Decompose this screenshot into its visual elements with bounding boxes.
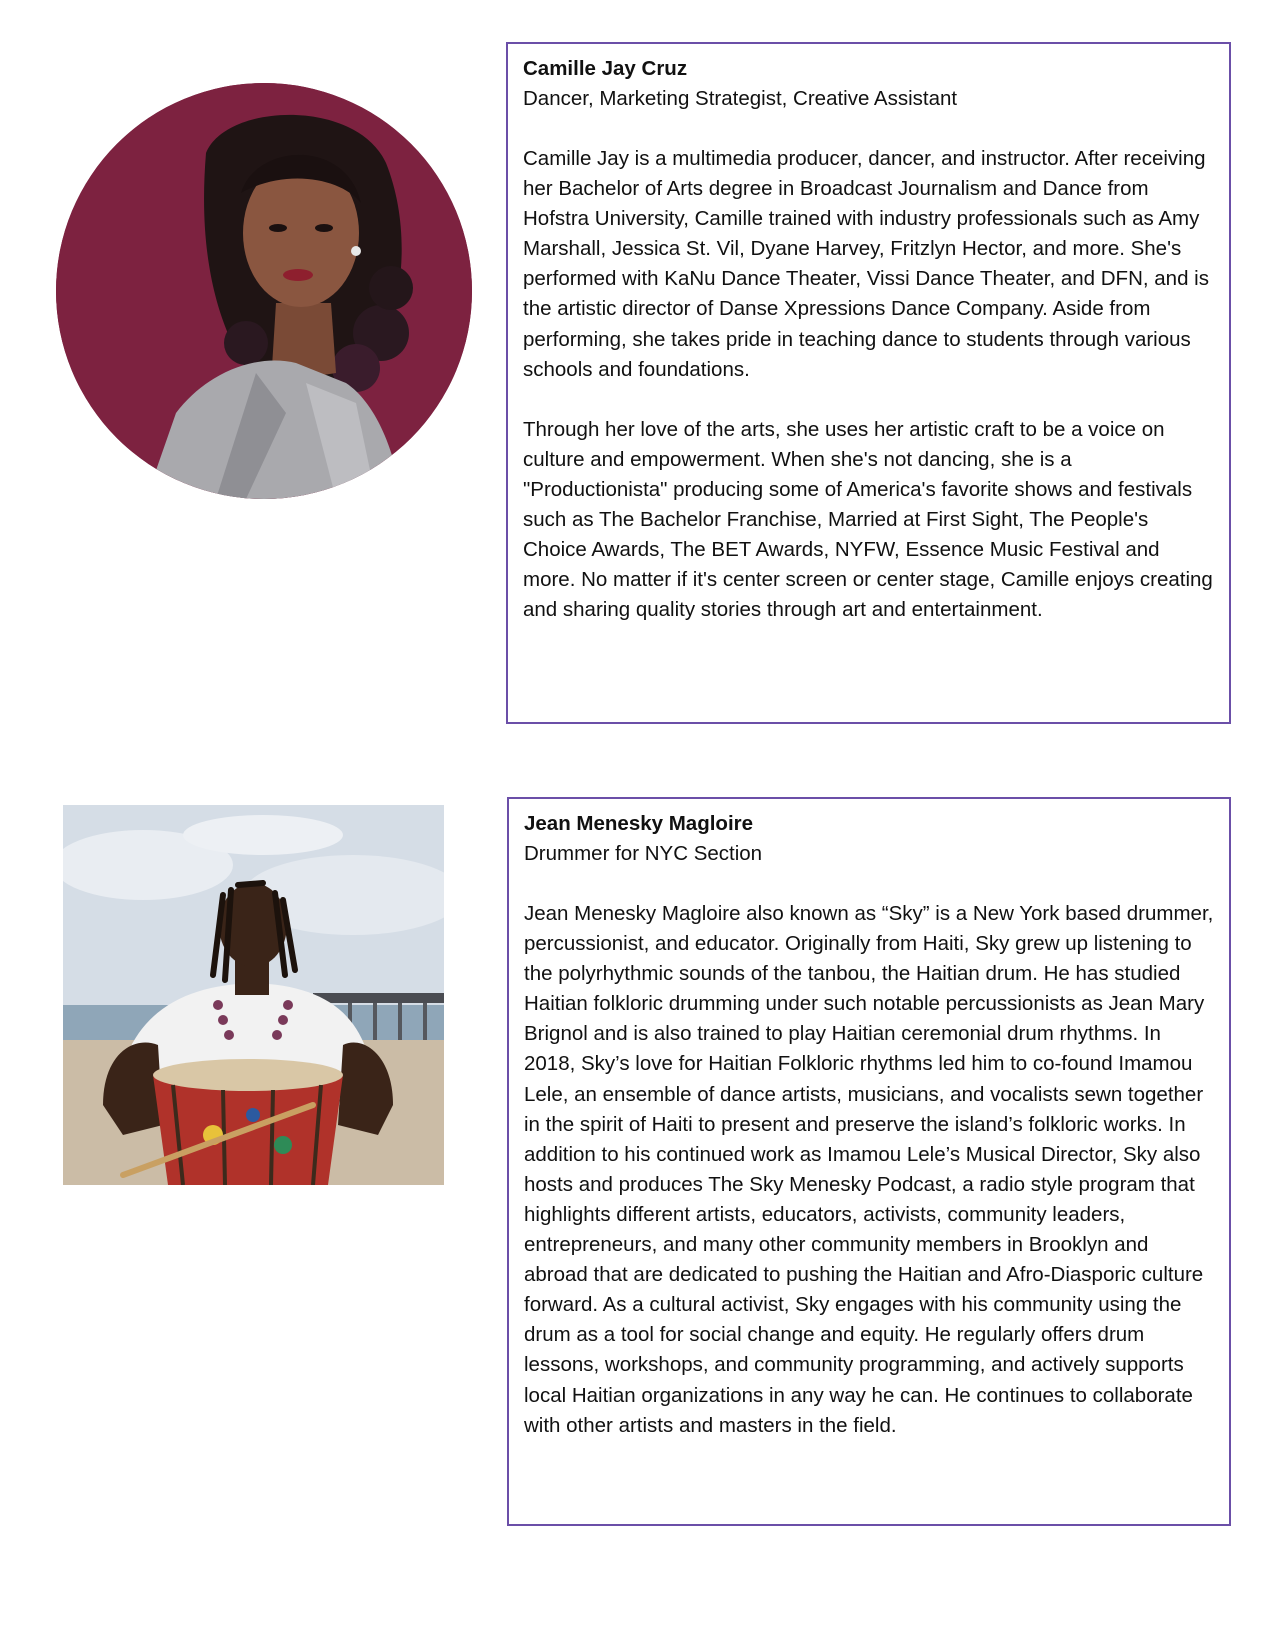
- bio-box-jean-menesky-magloire: [507, 797, 1231, 1526]
- bio-paragraph: Through her love of the arts, she uses her artistic craft to be a voice on culture and empowerment. When she's not dancing, she is a "Productionista" producing some of America's favorite shows and festivals such as The Bachelor Franchise, Married at First Sight, The People's Choice Awards, The BET Awards, NYFW, Essence Music Festival and more. No matter if it's center screen or center stage, Camille enjoys creating and sharing quality stories through art and entertainment.: [523, 417, 1213, 622]
- portrait-camille-jay-cruz: [56, 83, 472, 499]
- bio-paragraph: Camille Jay is a multimedia producer, dancer, and instructor. After receiving her Bachelor of Arts degree in Broadcast Journalism and Dance from Hofstra University, Camille trained with industry professionals such as Amy Marshall, Jessica St. Vil, Dyane Harvey, Fritzlyn Hector, and more. She's performed with KaNu Dance Theater, Vissi Dance Theater, and DFN, and is the artistic director of Danse Xpressions Dance Company. Aside from performing, she takes pride in teaching dance to students through various schools and foundations.: [523, 147, 1209, 381]
- profile-role: Dancer, Marketing Strategist, Creative Assistant: [523, 87, 958, 110]
- profile-name: Jean Menesky Magloire: [524, 812, 754, 835]
- portrait-jean-menesky-magloire: [63, 805, 444, 1185]
- profile-name: Camille Jay Cruz: [523, 57, 688, 80]
- bio-paragraph: Jean Menesky Magloire also known as “Sky” is a New York based drummer, percussionist, and educator. Originally from Haiti, Sky grew up listening to the polyrhythmic sounds of the tanbou, the Haitian drum. He has studied Haitian folkloric drumming under such notable percussionists as Jean Mary Brignol and is also trained to play Haitian ceremonial drum rhythms. In 2018, Sky’s love for Haitian Folkloric rhythms led him to co-found Imamou Lele, an ensemble of dance artists, musicians, and vocalists sewn together in the spirit of Haiti to present and preserve the island’s folkloric works. In addition to his continued work as Imamou Lele’s Musical Director, Sky also hosts and produces The Sky Menesky Podcast, a radio style program that highlights different artists, educators, activists, community leaders, entrepreneurs, and many other community members in Brooklyn and abroad that are dedicated to pushing the Haitian and Afro-Diasporic culture forward. As a cultural activist, Sky engages with his community using the drum as a tool for social change and equity. He regularly offers drum lessons, workshops, and community programming, and actively supports local Haitian organizations in any way he can. He continues to collaborate with other artists and masters in the field.: [524, 902, 1214, 1437]
- profile-role: Drummer for NYC Section: [524, 842, 763, 865]
- bio-box-camille-jay-cruz: [506, 42, 1231, 724]
